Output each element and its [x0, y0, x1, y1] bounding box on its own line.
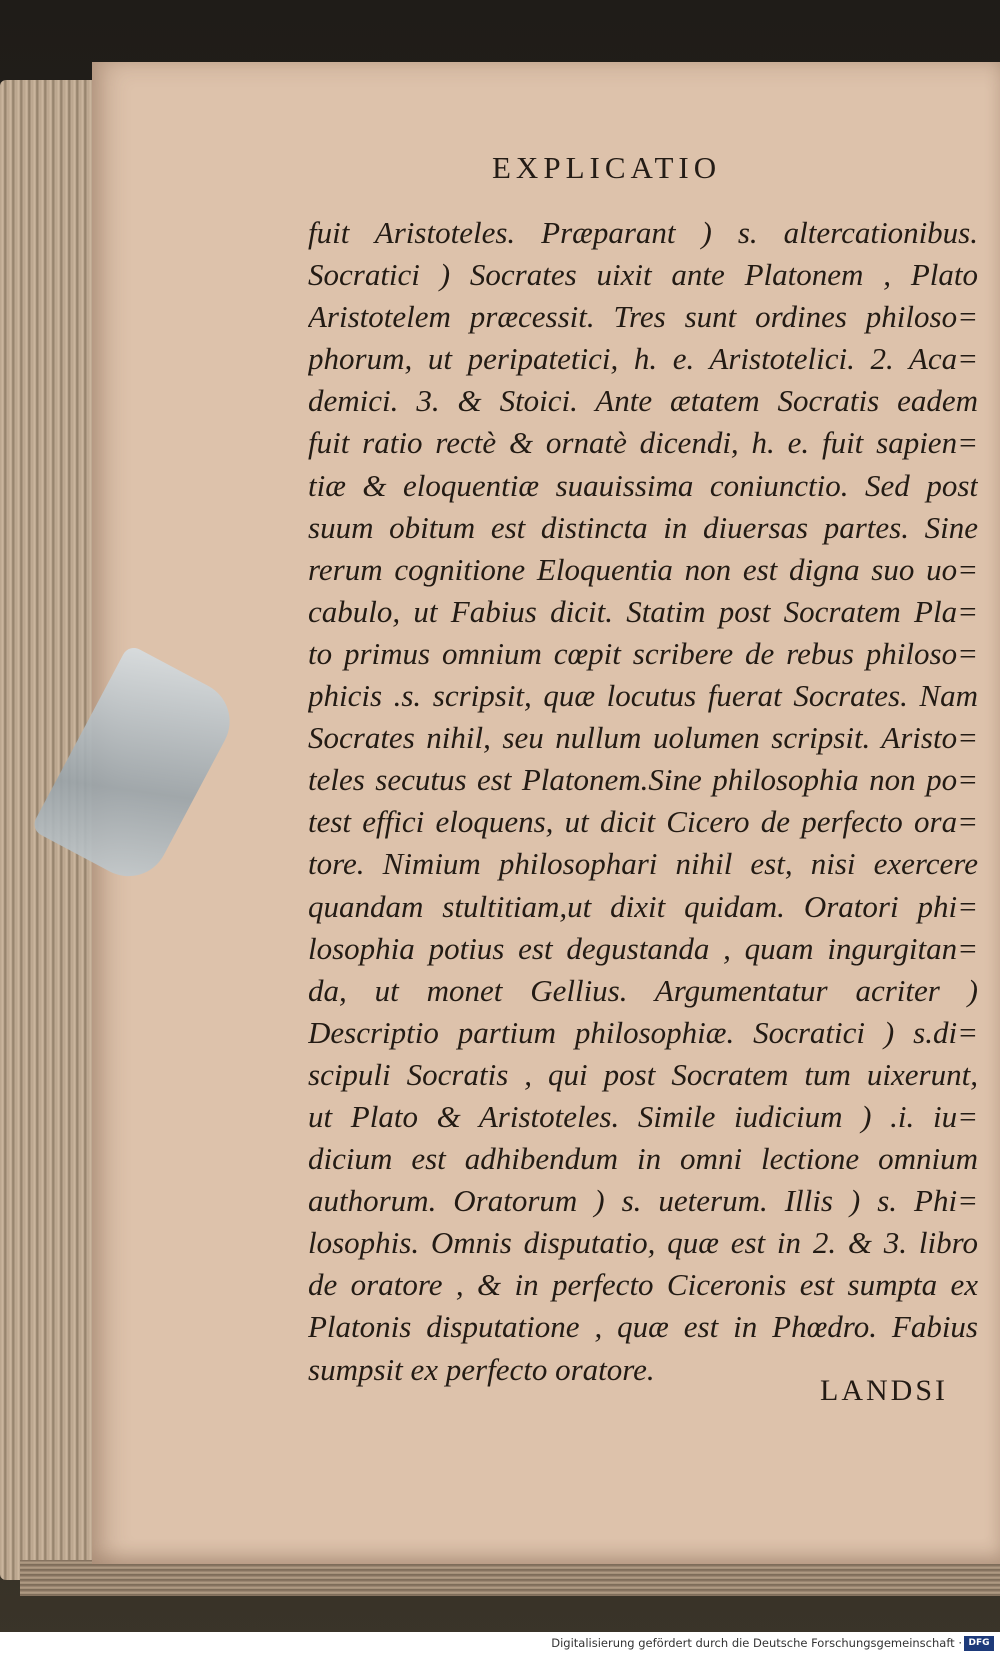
text-line: da, ut monet Gellius. Argumentatur acriter ): [308, 972, 978, 1008]
text-line: de oratore , & in perfecto Ciceronis est sumpta ex: [308, 1267, 978, 1303]
text-line: suum obitum est distincta in diuersas partes. Sine: [308, 509, 978, 545]
catchword: LANDSI: [820, 1374, 948, 1407]
text-line: Aristotelem præcessit. Tres sunt ordines philoso=: [308, 299, 978, 335]
text-line: Socratici ) Socrates uixit ante Platonem , Plato: [308, 257, 978, 293]
text-line: tore. Nimium philosophari nihil est, nisi exercere: [308, 846, 978, 882]
text-line: phicis .s. scripsit, quæ locutus fuerat Socrates. Nam: [308, 678, 978, 714]
text-line: fuit ratio rectè & ornatè dicendi, h. e. fuit sapien=: [308, 425, 978, 461]
text-line: demici. 3. & Stoici. Ante ætatem Socratis eadem: [308, 383, 978, 419]
page-body-text: [308, 212, 978, 1391]
text-line: rerum cognitione Eloquentia non est digna suo uo=: [308, 551, 978, 587]
text-line: ut Plato & Aristoteles. Simile iudicium ) .i. iu=: [308, 1098, 978, 1134]
text-line: scipuli Socratis , qui post Socratem tum uixerunt,: [308, 1056, 978, 1092]
text-line: Socrates nihil, seu nullum uolumen scripsit. Aristo=: [308, 720, 978, 756]
text-line: quandam stultitiam,ut dixit quidam. Oratori phi=: [308, 888, 978, 924]
book-bottom-edges: [20, 1560, 1000, 1596]
text-line: tiæ & eloquentiæ suauissima coniunctio. Sed post: [308, 467, 978, 503]
running-head: EXPLICATIO: [492, 150, 722, 185]
text-line: dicium est adhibendum in omni lectione omnium: [308, 1141, 978, 1177]
text-line: sumpsit ex perfecto oratore.: [308, 1351, 655, 1387]
text-line: authorum. Oratorum ) s. ueterum. Illis ) s. Phi=: [308, 1183, 978, 1219]
text-line: to primus omnium cœpit scribere de rebus philoso=: [308, 635, 978, 671]
text-line: losophia potius est degustanda , quam ingurgitan=: [308, 930, 978, 966]
text-line: losophis. Omnis disputatio, quæ est in 2. & 3. libro: [308, 1225, 978, 1261]
text-line: fuit Aristoteles. Præparant ) s. altercationibus.: [308, 215, 978, 250]
text-line: Descriptio partium philosophiæ. Socratici ) s.di=: [308, 1014, 978, 1050]
digitization-credit: Digitalisierung gefördert durch die Deutsche Forschungsgemeinschaft ·: [551, 1636, 962, 1650]
text-line: phorum, ut peripatetici, h. e. Aristotelici. 2. Aca=: [308, 341, 978, 377]
text-line: Platonis disputatione , quæ est in Phœdro. Fabius: [308, 1309, 978, 1345]
text-line: test effici eloquens, ut dicit Cicero de perfecto ora=: [308, 804, 978, 840]
dfg-logo: DFG: [964, 1636, 994, 1651]
text-line: cabulo, ut Fabius dicit. Statim post Socratem Pla=: [308, 593, 978, 629]
text-line: teles secutus est Platonem.Sine philosophia non po=: [308, 762, 978, 798]
